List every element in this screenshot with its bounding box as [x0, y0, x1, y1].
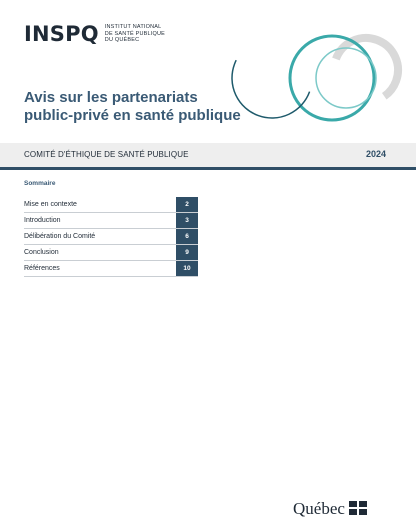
- logo-line: DU QUÉBEC: [104, 37, 140, 43]
- toc-item-label[interactable]: Références: [24, 265, 60, 272]
- publication-year: 2024: [365, 149, 386, 159]
- toc-item[interactable]: [24, 197, 198, 213]
- toc-page-number: 10: [176, 261, 198, 276]
- toc-page-number: 3: [176, 213, 198, 228]
- title-line: Avis sur les partenariats: [24, 89, 198, 106]
- logo-line: DE SANTÉ PUBLIQUE: [104, 30, 166, 37]
- toc-item-label[interactable]: Conclusion: [24, 249, 59, 256]
- toc-item-label[interactable]: Introduction: [24, 217, 61, 224]
- quebec-government-logo: [293, 499, 369, 519]
- toc-heading: Sommaire: [24, 180, 56, 187]
- document-title: [24, 89, 264, 124]
- grey-arc: [325, 30, 407, 111]
- teal-outer-ring: [290, 36, 374, 120]
- toc-page-number: 2: [176, 197, 198, 212]
- committee-name: COMITÉ D'ÉTHIQUE DE SANTÉ PUBLIQUE: [24, 150, 189, 159]
- title-line: public-privé en santé publique: [24, 106, 241, 124]
- committee-band: [0, 143, 416, 170]
- inspq-logo: [24, 22, 165, 46]
- table-of-contents: [24, 197, 198, 277]
- logo-institution-name: [105, 24, 165, 44]
- logo-line: INSTITUT NATIONAL: [104, 24, 162, 30]
- toc-item[interactable]: [24, 261, 198, 277]
- toc-item[interactable]: [24, 213, 198, 229]
- quebec-fleurdelise-icon: [349, 501, 369, 517]
- teal-inner-ring: [316, 48, 376, 108]
- toc-item[interactable]: [24, 245, 198, 261]
- quebec-wordmark: Québec: [293, 499, 345, 518]
- toc-page-number: 9: [176, 245, 198, 260]
- logo-mark: INSPQ: [24, 22, 99, 46]
- toc-item-label[interactable]: Mise en contexte: [24, 201, 77, 208]
- toc-item-label[interactable]: Délibération du Comité: [24, 233, 96, 240]
- toc-page-number: 6: [176, 229, 198, 244]
- toc-item[interactable]: [24, 229, 198, 245]
